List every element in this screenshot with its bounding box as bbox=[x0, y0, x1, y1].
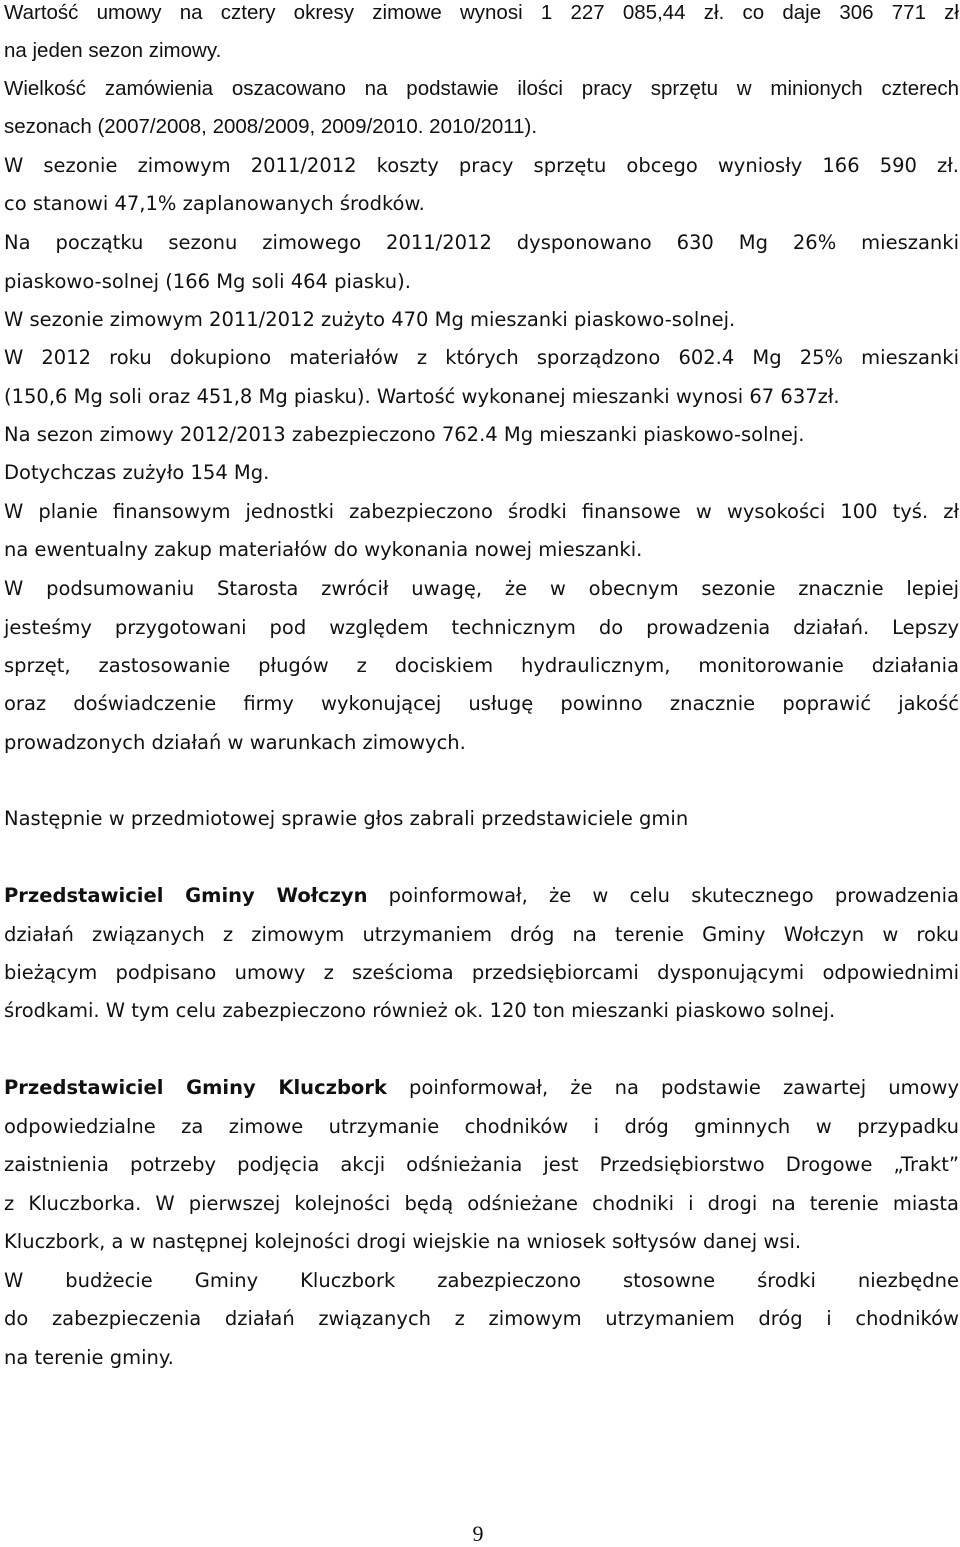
paragraph-line: na ewentualny zakup materiałów do wykonania nowej mieszanki. bbox=[4, 538, 643, 561]
paragraph-line: Następnie w przedmiotowej sprawie głos zabrali przedstawiciele gmin bbox=[4, 807, 689, 830]
paragraph-line: (150,6 Mg soli oraz 451,8 Mg piasku). Wartość wykonanej mieszanki wynosi 67 637zł. bbox=[4, 385, 840, 408]
paragraph-line: z Kluczborka. W pierwszej kolejności będą odśnieżane chodniki i drogi na terenie miasta bbox=[4, 1192, 959, 1215]
paragraph-line: sprzęt, zastosowanie pługów z dociskiem hydraulicznym, monitorowanie działania bbox=[4, 654, 959, 677]
paragraph-line: W podsumowaniu Starosta zwrócił uwagę, że w obecnym sezonie znacznie lepiej bbox=[4, 577, 959, 600]
speaker-name: Przedstawiciel Gminy Wołczyn bbox=[4, 884, 368, 907]
paragraph-line: W sezonie zimowym 2011/2012 koszty pracy sprzętu obcego wyniosły 166 590 zł. bbox=[4, 154, 959, 177]
paragraph-line: na terenie gminy. bbox=[4, 1346, 174, 1369]
speaker-statement: poinformował, że na podstawie zawartej umowy bbox=[409, 1076, 960, 1099]
paragraph-line: Wielkość zamówienia oszacowano na podstawie ilości pracy sprzętu w minionych czterech bbox=[4, 77, 959, 100]
paragraph-line: Wartość umowy na cztery okresy zimowe wynosi 1 227 085,44 zł. co daje 306 771 zł bbox=[4, 1, 959, 24]
page-number: 9 bbox=[472, 1521, 484, 1546]
paragraph-line: oraz doświadczenie firmy wykonującej usługę powinno znacznie poprawić jakość bbox=[4, 692, 959, 715]
paragraph-line: prowadzonych działań w warunkach zimowych. bbox=[4, 731, 466, 754]
paragraph-line: Na sezon zimowy 2012/2013 zabezpieczono 762.4 Mg mieszanki piaskowo-solnej. bbox=[4, 423, 805, 446]
paragraph-line: W budżecie Gminy Kluczbork zabezpieczono stosowne środki niezbędne bbox=[4, 1269, 959, 1292]
paragraph-line: sezonach (2007/2008, 2008/2009, 2009/2010. 2010/2011). bbox=[4, 115, 538, 138]
speaker-name: Przedstawiciel Gminy Kluczbork bbox=[4, 1076, 387, 1099]
paragraph-line: na jeden sezon zimowy. bbox=[4, 39, 222, 62]
paragraph-line: W sezonie zimowym 2011/2012 zużyto 470 Mg mieszanki piaskowo-solnej. bbox=[4, 308, 736, 331]
paragraph-line: Kluczbork, a w następnej kolejności drogi wiejskie na wniosek sołtysów danej wsi. bbox=[4, 1230, 802, 1253]
paragraph-line: jesteśmy przygotowani pod względem technicznym do prowadzenia działań. Lepszy bbox=[4, 616, 959, 639]
document-page bbox=[4, 0, 960, 1547]
paragraph-line: działań związanych z zimowym utrzymaniem dróg na terenie Gminy Wołczyn w roku bbox=[4, 923, 959, 946]
paragraph-line: środkami. W tym celu zabezpieczono również ok. 120 ton mieszanki piaskowo solnej. bbox=[4, 999, 836, 1022]
paragraph-line: co stanowi 47,1% zaplanowanych środków. bbox=[4, 192, 425, 215]
paragraph-line: Dotychczas zużyło 154 Mg. bbox=[4, 461, 270, 484]
paragraph-line: bieżącym podpisano umowy z sześcioma przedsiębiorcami dysponującymi odpowiednimi bbox=[4, 961, 959, 984]
paragraph-line: W 2012 roku dokupiono materiałów z których sporządzono 602.4 Mg 25% mieszanki bbox=[4, 346, 959, 369]
paragraph-line: odpowiedzialne za zimowe utrzymanie chodników i dróg gminnych w przypadku bbox=[4, 1115, 959, 1138]
speaker-statement: poinformował, że w celu skutecznego prowadzenia bbox=[388, 884, 959, 907]
paragraph-line: W planie finansowym jednostki zabezpieczono środki finansowe w wysokości 100 tyś. zł bbox=[4, 500, 959, 523]
paragraph-line bbox=[4, 883, 959, 909]
paragraph-line bbox=[4, 1075, 959, 1101]
paragraph-line: do zabezpieczenia działań związanych z zimowym utrzymaniem dróg i chodników bbox=[4, 1307, 959, 1330]
paragraph-line: zaistnienia potrzeby podjęcia akcji odśnieżania jest Przedsiębiorstwo Drogowe „Trakt” bbox=[4, 1153, 959, 1176]
paragraph-line: Na początku sezonu zimowego 2011/2012 dysponowano 630 Mg 26% mieszanki bbox=[4, 231, 959, 254]
paragraph-line: piaskowo-solnej (166 Mg soli 464 piasku). bbox=[4, 270, 411, 293]
